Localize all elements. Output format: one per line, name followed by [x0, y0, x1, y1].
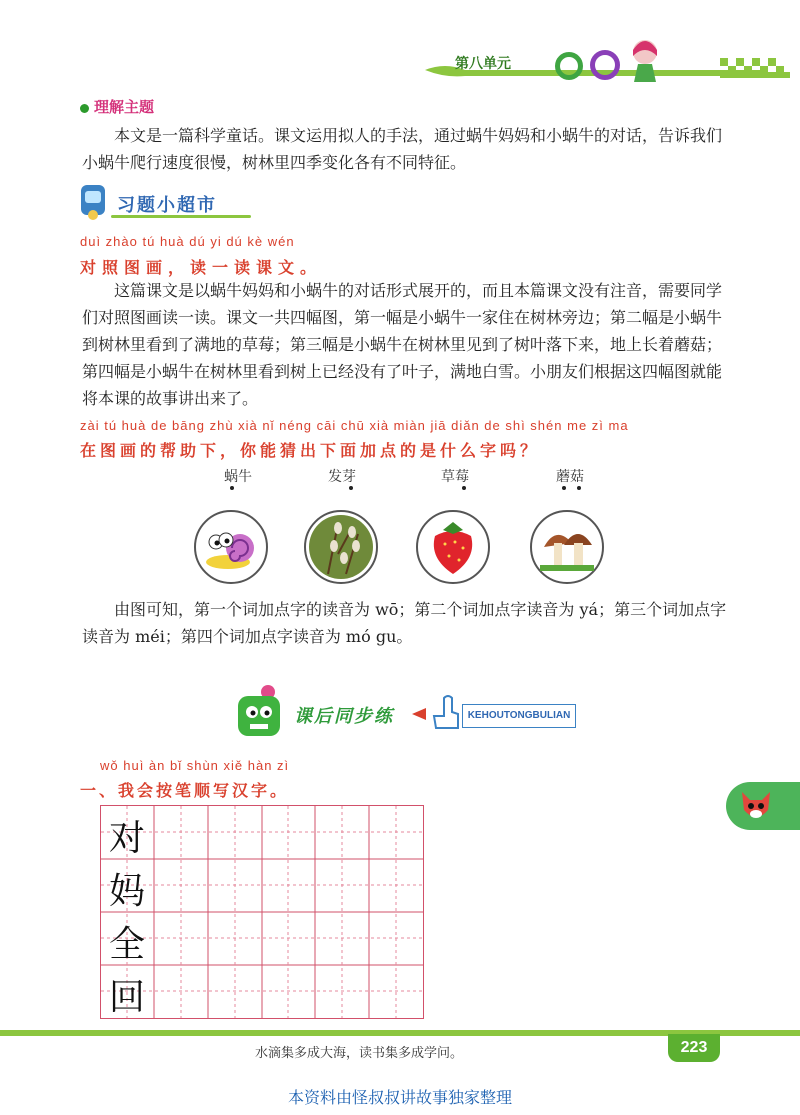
after-class-sub-banner [462, 704, 576, 728]
strawberry-icon [425, 518, 481, 576]
emphasis-dot [562, 486, 566, 490]
q2-title: 在图画的帮助下，你能猜出下面加点的是什么字吗？ [80, 443, 541, 460]
green-monster-icon [232, 684, 286, 740]
unit-title: 第八单元 [455, 55, 511, 71]
strawberry-picture [416, 510, 490, 584]
q3-pinyin: wǒ huì àn bǐ shùn xiě hàn zì [100, 758, 290, 773]
checker-decoration [720, 58, 790, 80]
writing-grid [100, 805, 424, 1019]
q2-pinyin: zài tú huà de bāng zhù xià nǐ néng cāi chū xià miàn jiā diǎn de shì shén me zì ma [80, 418, 629, 433]
practice-character: 回 [108, 977, 145, 1018]
practice-character: 对 [108, 818, 145, 859]
green-ring-icon [555, 52, 583, 80]
emphasis-dot [462, 486, 466, 490]
understand-text: 本文是一篇科学童话。课文运用拟人的手法，通过蜗牛妈妈和小蜗牛的对话，告诉我们小蜗牛爬行速度很慢，树林里四季变化各有不同特征。 [82, 126, 723, 172]
q1-text: 这篇课文是以蜗牛妈妈和小蜗牛的对话形式展开的，而且本篇课文没有注音，需要同学们对照图画读一读。课文一共四幅图，第一幅是小蜗牛一家住在树林旁边；第二幅是小蜗牛到树林里看到了满地的草莓；第三幅是小蜗牛在树林里见到了树叶落下来，地上长着蘑菇；第四幅是小蜗牛在树林里看到树上已经没有了叶子，满地白雪。小朋友们根据这四幅图就能将本课的故事讲出来了。 [82, 281, 723, 408]
q3-title: 一、我会按笔顺写汉字。 [80, 783, 290, 800]
mushroom-icon [538, 521, 596, 573]
snail-picture [194, 510, 268, 584]
after-class-banner [232, 682, 577, 742]
emphasis-dot [349, 486, 353, 490]
after-class-banner-label: 课后同步练 [294, 706, 394, 726]
emphasis-dot [230, 486, 234, 490]
fairy-girl-icon [620, 36, 670, 84]
purple-ring-icon [590, 50, 620, 80]
q1-pinyin: duì zhào tú huà dú yi dú kè wén [80, 234, 295, 249]
header [0, 0, 800, 90]
mushroom-picture [530, 510, 604, 584]
word-label: 蜗牛 [224, 469, 252, 485]
market-banner-label: 习题小超市 [117, 195, 217, 215]
side-tab [726, 782, 800, 830]
practice-character: 全 [108, 924, 145, 965]
arrow-icon [412, 708, 426, 720]
willow-picture [304, 510, 378, 584]
willow-bud-icon [308, 514, 374, 580]
word-label: 蘑菇 [556, 469, 584, 485]
pointing-hand-icon [428, 692, 462, 732]
footer-motto: 水滴集多成大海，读书集多成学问。 [255, 1045, 464, 1060]
understand-label: 理解主题 [80, 96, 154, 117]
market-banner [75, 185, 255, 219]
fox-mascot-icon [736, 786, 776, 826]
word-label: 草莓 [441, 469, 469, 485]
page-number: 223 [668, 1034, 720, 1062]
practice-character: 妈 [108, 871, 145, 912]
credit-line: 本资料由怪叔叔讲故事独家整理 [287, 1090, 512, 1107]
word-label: 发芽 [328, 469, 356, 485]
robot-icon [75, 181, 111, 221]
market-banner-underline [111, 215, 251, 218]
q1-title: 对照图画，读一读课文。 [80, 260, 323, 277]
emphasis-dot [577, 486, 581, 490]
after-class-sub-label: KEHOUTONGBULIAN [467, 710, 571, 721]
bullet-dot-icon [80, 104, 89, 113]
q2-answer: 由图可知，第一个词加点字的读音为 wō；第二个词加点字读音为 yá；第三个词加点字读音为 méi；第四个词加点字读音为 mó gu。 [82, 600, 727, 646]
snail-icon [202, 522, 260, 572]
